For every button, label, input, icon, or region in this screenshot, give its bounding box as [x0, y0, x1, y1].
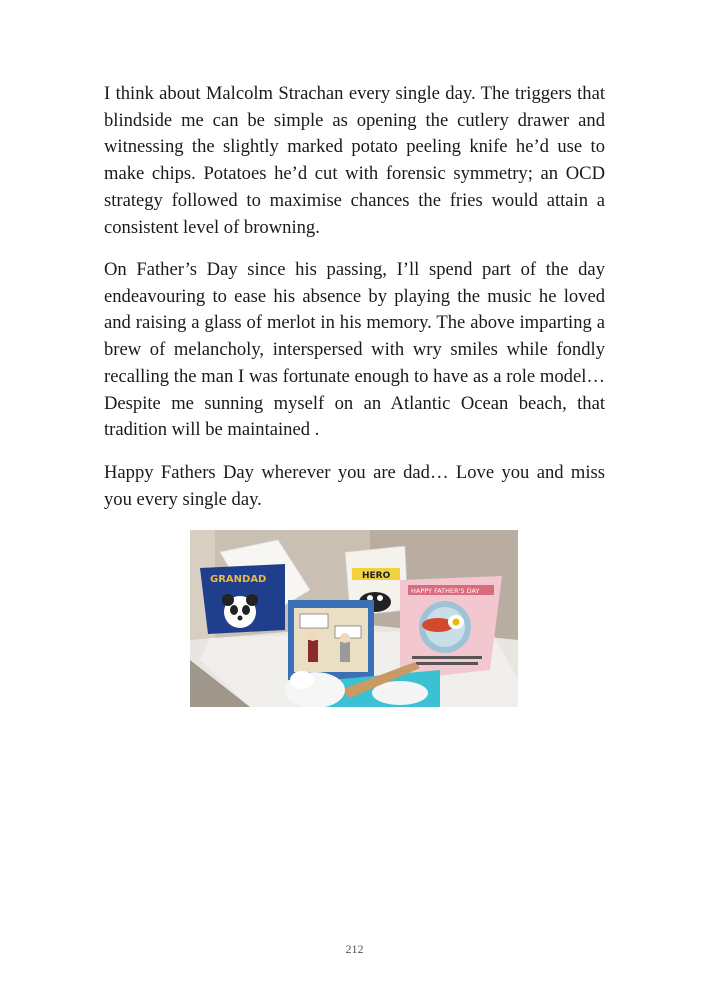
grandad-card-title: GRANDAD [210, 574, 267, 585]
fathers-day-cards-photo [190, 530, 518, 707]
paragraph-3: Happy Fathers Day wherever you are dad… Love you and miss you every single day. [104, 462, 605, 510]
grandad-card [200, 564, 285, 634]
paragraph-2: On Father’s Day since his passing, I’ll spend part of the day endeavouring to ease his absence by playing the music he loved and raising a glass of merlot in his memory. The above imparting a brew of melancholy, interspersed with wry smiles while fondly recalling the man I was fortunate enough to have as a role model… Despite me sunning myself on an Atlantic Ocean beach, that tradition will be maintained . [104, 259, 605, 441]
comic-card [288, 600, 374, 680]
breakfast-card-title: HAPPY FATHER'S DAY [411, 587, 480, 595]
cards-illustration [190, 530, 518, 707]
hero-card-title: HERO [362, 571, 391, 581]
page-number: 212 [345, 942, 364, 956]
paragraph-1: I think about Malcolm Strachan every single day. The triggers that blindside me can be simple as opening the cutlery drawer and witnessing the slightly marked potato peeling knife he’d use to make chips. Potatoes he’d cut with forensic symmetry; an OCD strategy followed to maximise chances the fries would attain a consistent level of browning. [104, 83, 605, 238]
